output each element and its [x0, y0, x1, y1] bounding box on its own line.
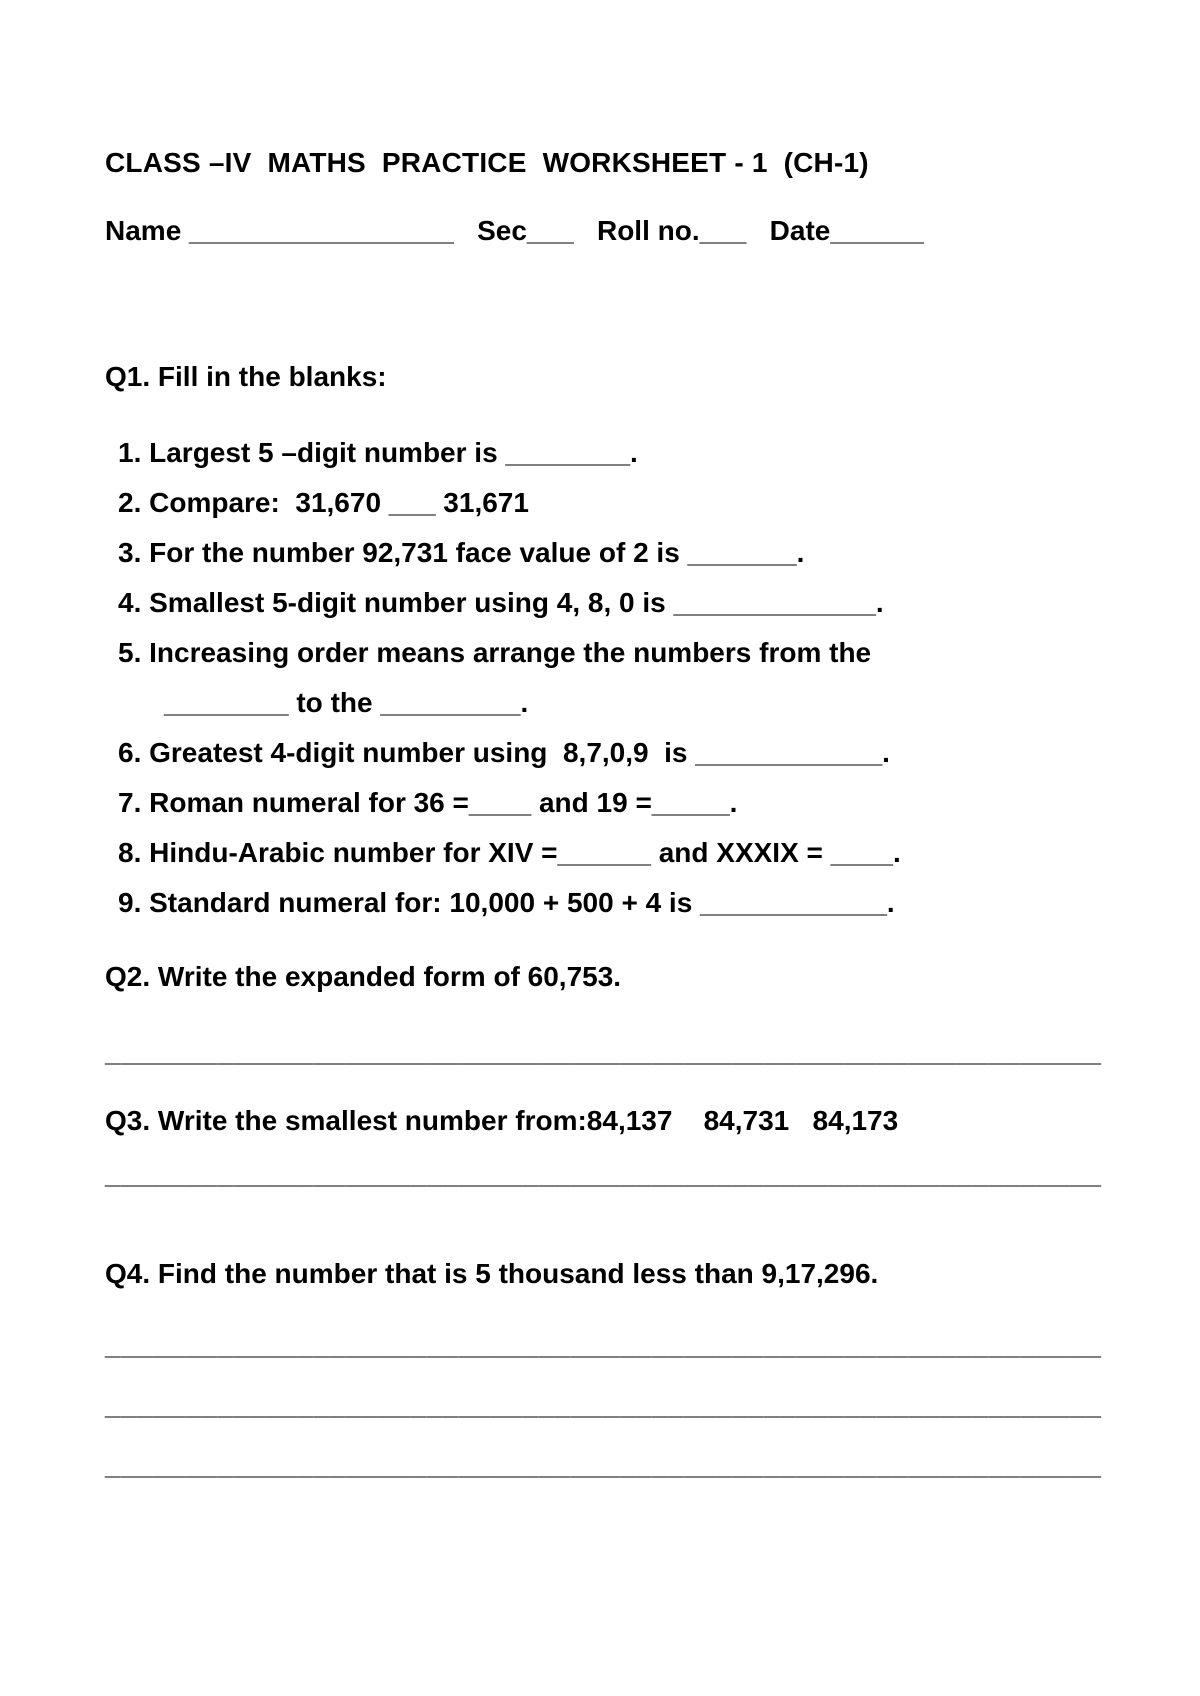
- q1-item-4: 4. Smallest 5-digit number using 4, 8, 0 is _____________.: [118, 587, 884, 618]
- q1-item-1: 1. Largest 5 –digit number is ________.: [118, 437, 638, 468]
- worksheet-title: CLASS –IV MATHS PRACTICE WORKSHEET - 1 (CH-1): [105, 147, 869, 178]
- student-info-row: Name _________________ Sec___ Roll no.___ Date______: [105, 215, 924, 246]
- q1-item-2: 2. Compare: 31,670 ___ 31,671: [118, 487, 529, 518]
- q1-heading: Q1. Fill in the blanks:: [105, 361, 387, 392]
- q1-item-6: 6. Greatest 4-digit number using 8,7,0,9 is ____________.: [118, 737, 890, 768]
- q1-item-5-continuation: ________ to the _________.: [164, 687, 529, 718]
- q2-answer-line: ______________________________________________________________: [105, 1036, 1102, 1067]
- q4-answer-line-1: ______________________________________________________________: [105, 1329, 1102, 1360]
- q1-item-9: 9. Standard numeral for: 10,000 + 500 + 4 is ____________.: [118, 887, 895, 918]
- q1-item-8: 8. Hindu-Arabic number for XIV =______ and XXXIX = ____.: [118, 837, 901, 868]
- q4-heading: Q4. Find the number that is 5 thousand less than 9,17,296.: [105, 1258, 879, 1289]
- q1-item-5: 5. Increasing order means arrange the numbers from the: [118, 637, 872, 668]
- q4-answer-line-3: ______________________________________________________________: [105, 1449, 1102, 1480]
- q1-item-7: 7. Roman numeral for 36 =____ and 19 =_____.: [118, 787, 738, 818]
- q2-heading: Q2. Write the expanded form of 60,753.: [105, 961, 622, 992]
- q1-item-3: 3. For the number 92,731 face value of 2 is _______.: [118, 537, 805, 568]
- q4-answer-line-2: ______________________________________________________________: [105, 1389, 1102, 1420]
- q3-answer-line: ______________________________________________________________: [105, 1158, 1102, 1189]
- q3-heading: Q3. Write the smallest number from:84,137 84,731 84,173: [105, 1105, 899, 1136]
- q1-items-list: [118, 428, 901, 928]
